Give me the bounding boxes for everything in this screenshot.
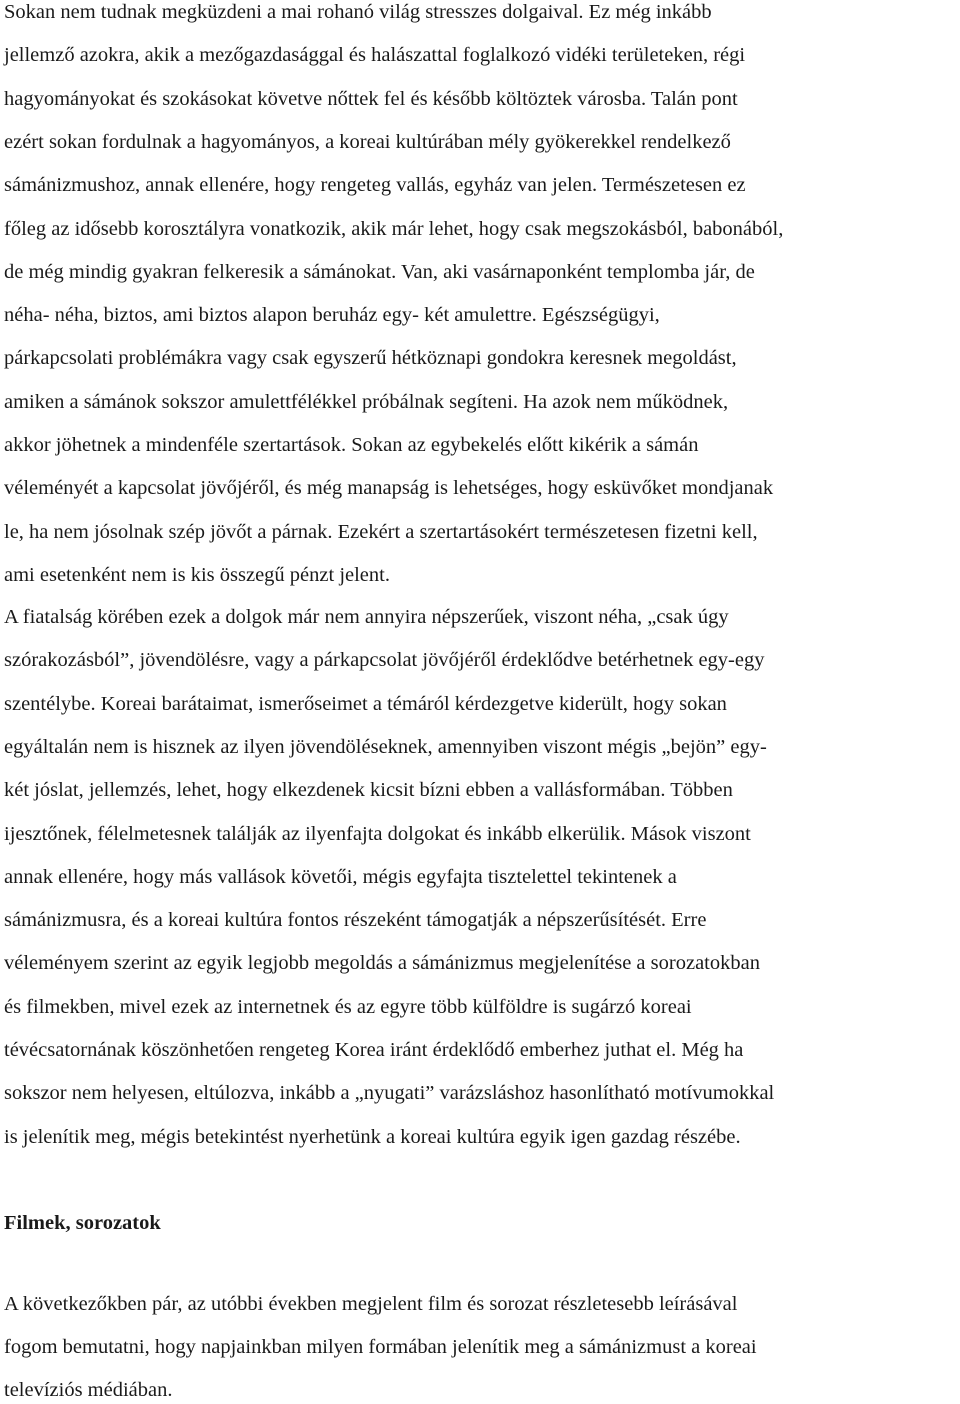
text-line: le, ha nem jósolnak szép jövőt a párnak. Ezekért a szertartásokért természetesen fizetni kell, <box>4 520 758 543</box>
text-line: ijesztőnek, félelmetesnek találják az ilyenfajta dolgokat és inkább elkerülik. Mások viszont <box>4 822 751 845</box>
text-line: főleg az idősebb korosztályra vonatkozik, akik már lehet, hogy csak megszokásból, babonából, <box>4 217 784 240</box>
text-line: sokszor nem helyesen, eltúlozva, inkább a „nyugati” varázsláshoz hasonlítható motívumokkal <box>4 1082 775 1105</box>
text-line: ami esetenként nem is kis összegű pénzt jelent. <box>4 563 390 586</box>
text-line: de még mindig gyakran felkeresik a sámánokat. Van, aki vasárnaponként templomba jár, de <box>4 260 755 283</box>
text-line: annak ellenére, hogy más vallások követői, mégis egyfajta tisztelettel tekintenek a <box>4 865 677 888</box>
text-line: is jelenítik meg, mégis betekintést nyerhetünk a koreai kultúra egyik igen gazdag részébe. <box>4 1125 741 1148</box>
text-line: akkor jöhetnek a mindenféle szertartások. Sokan az egybekelés előtt kikérik a sámán <box>4 434 699 456</box>
text-line: sámánizmushoz, annak ellenére, hogy rengeteg vallás, egyház van jelen. Természetesen ez <box>4 174 746 197</box>
text-line: szentélybe. Koreai barátaimat, ismerőseimet a témáról kérdezgetve kiderült, hogy sokan <box>4 692 727 715</box>
text-line: szórakozásból”, jövendölésre, vagy a párkapcsolat jövőjéről érdeklődve betérhetnek egy-egy <box>4 649 765 672</box>
text-line: véleményét a kapcsolat jövőjéről, és még manapság is lehetséges, hogy esküvőket mondjanak <box>4 477 774 500</box>
text-line: véleményem szerint az egyik legjobb megoldás a sámánizmus megjelenítése a sorozatokban <box>4 952 760 975</box>
text-line: ezért sokan fordulnak a hagyományos, a koreai kultúrában mély gyökerekkel rendelkező <box>4 130 731 153</box>
text-line: fogom bemutatni, hogy napjainkban milyen formában jelenítik meg a sámánizmust a koreai <box>4 1336 757 1358</box>
text-line: amiken a sámánok sokszor amulettfélékkel próbálnak segíteni. Ha azok nem működnek, <box>4 390 729 413</box>
text-line: hagyományokat és szokásokat követve nőttek fel és később költöztek városba. Talán pont <box>4 87 738 110</box>
text-line: egyáltalán nem is hisznek az ilyen jövendöléseknek, amennyiben viszont mégis „bejön” egy- <box>4 735 767 758</box>
text-line: két jóslat, jellemzés, lehet, hogy elkezdenek kicsit bízni ebben a vallásformában. Többen <box>4 779 733 802</box>
section-heading: Filmek, sorozatok <box>4 1212 161 1234</box>
text-line: jellemző azokra, akik a mezőgazdasággal és halászattal foglalkozó vidéki területeken, régi <box>4 44 746 67</box>
text-line: és filmekben, mivel ezek az internetnek és az egyre több külföldre is sugárzó koreai <box>4 995 692 1018</box>
text-line: Sokan nem tudnak megküzdeni a mai rohanó világ stresszes dolgaival. Ez még inkább <box>4 1 712 23</box>
text-line: A következőkben pár, az utóbbi években megjelent film és sorozat részletesebb leírásával <box>4 1293 738 1315</box>
text-line: néha- néha, biztos, ami biztos alapon beruház egy- két amulettre. Egészségügyi, <box>4 304 660 327</box>
text-line: televíziós médiában. <box>4 1379 173 1401</box>
text-line: párkapcsolati problémákra vagy csak egyszerű hétköznapi gondokra keresnek megoldást, <box>4 347 737 370</box>
text-line: tévécsatornának köszönhetően rengeteg Korea iránt érdeklődő emberhez juthat el. Még ha <box>4 1039 744 1061</box>
text-line: A fiatalság körében ezek a dolgok már nem annyira népszerűek, viszont néha, „csak úgy <box>4 606 729 628</box>
text-line: sámánizmusra, és a koreai kultúra fontos részeként támogatják a népszerűsítését. Erre <box>4 909 707 932</box>
